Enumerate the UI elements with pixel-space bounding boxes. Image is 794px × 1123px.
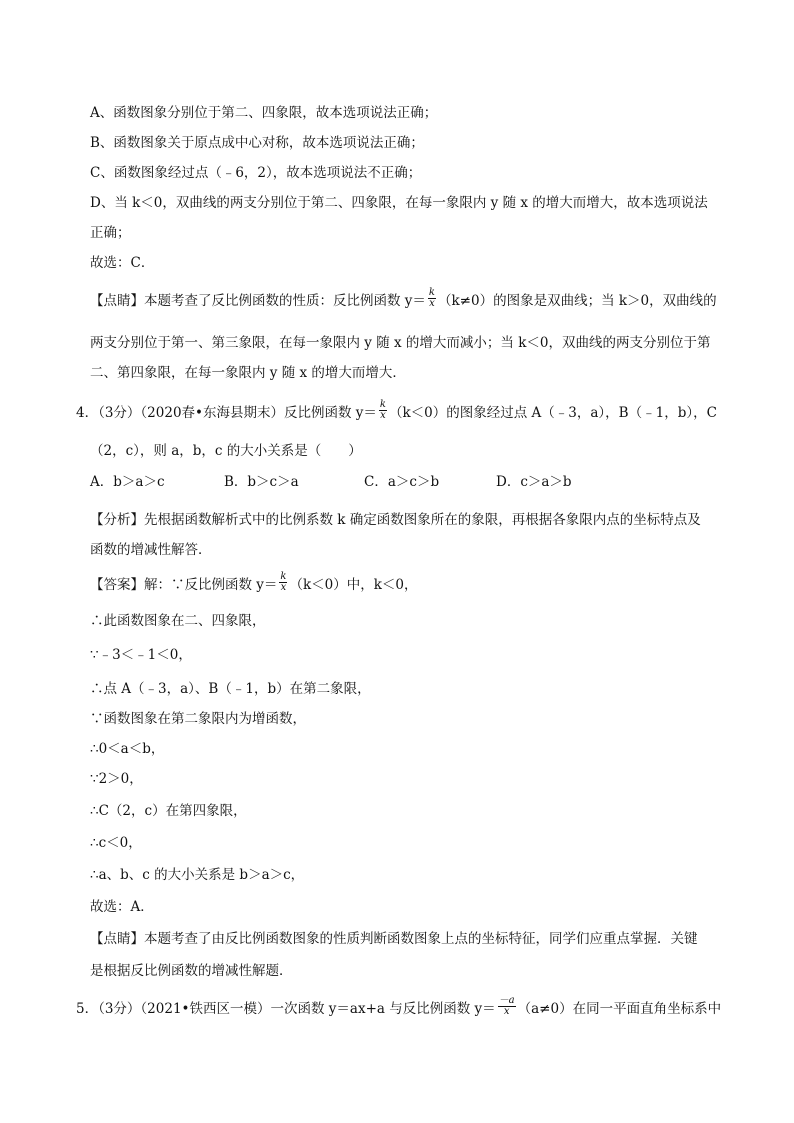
q4-step-9: ∴a、b、c 的大小关系是 b＞a＞c， [90,867,305,883]
q5-text-before: 5．（3分）（2021•铁西区一模）一次函数 y＝ax+a 与反比例函数 y＝ [76,1001,496,1017]
q4-step-5: ∴0＜a＜b， [90,741,165,757]
q4-answer-fraction [279,572,287,593]
analysis-line-b: B、函数图象关于原点成中心对称，故本选项说法正确； [90,135,424,151]
fraction-denominator: x [429,298,435,309]
analysis-line-c: C、函数图象经过点（﹣6，2），故本选项说法不正确； [90,165,422,181]
q4-step-1: ∴此函数图象在二、四象限， [90,613,266,629]
q4-answer-after: （k＜0）中，k＜0， [289,577,418,593]
q4-step-10: 故选：A． [90,899,154,915]
review-text-before: 【点睛】本题考查了反比例函数的性质：反比例函数 y＝ [90,293,426,309]
q4-option-d: D．c＞a＞b [496,474,572,490]
q4-option-c: C．a＞c＞b [364,474,440,490]
q4-stem-line-2: （2，c），则 a，b，c 的大小关系是（ ） [90,443,362,459]
analysis-line-d: D、当 k＜0，双曲线的两支分别位于第二、四象限，在每一象限内 y 随 x 的增大而增大，故本选项说法 [90,195,708,211]
q4-answer-line [90,571,418,594]
review-line-3: 二、第四象限，在每一象限内 y 随 x 的增大而增大． [90,365,406,381]
fraction-numerator: k [379,399,386,410]
q4-answer-before: 【答案】解：∵反比例函数 y＝ [90,577,278,593]
analysis-choice: 故选：C． [90,255,155,271]
q4-analysis-line-2: 函数的增减性解答． [90,542,212,558]
q5-text-after: （a≠0）在同一平面直角坐标系中 [517,1001,722,1017]
fraction-numerator: k [428,287,435,298]
q4-review-line-2: 是根据反比例函数的增减性解题． [90,963,293,979]
q4-option-b: B．b＞c＞a [224,474,299,490]
q5-stem-line-1 [76,995,722,1018]
fraction-denominator: x [380,410,386,421]
q4-text-before: 4．（3分）（2020春•东海县期末）反比例函数 y＝ [76,405,377,421]
q4-step-2: ∵﹣3＜﹣1＜0， [90,647,192,663]
q4-text-after: （k＜0）的图象经过点 A（﹣3，a），B（﹣1，b），C [388,405,717,421]
q4-stem-line-1 [76,399,717,422]
review-text-after: （k≠0）的图象是双曲线；当 k＞0，双曲线的 [437,293,717,309]
q4-step-6: ∵2＞0， [90,771,143,787]
review-line-2: 两支分别位于第一、第三象限，在每一象限内 y 随 x 的增大而减小；当 k＜0，双曲线的两支分别位于第 [90,335,711,351]
q4-step-8: ∴c＜0， [90,835,142,851]
fraction-numerator: k [280,571,287,582]
fraction-numerator: －a [498,995,515,1006]
review-line-1 [90,287,717,310]
fraction-denominator: x [280,582,287,593]
fraction-denominator: x [498,1006,516,1017]
analysis-line-a: A、函数图象分别位于第二、四象限，故本选项说法正确； [90,105,438,121]
q4-step-7: ∴C（2，c）在第四象限， [90,803,247,819]
q5-fraction [498,996,516,1017]
fraction-k-over-x [428,288,436,309]
analysis-line-d-cont: 正确； [90,225,131,241]
q4-step-3: ∴点 A（﹣3，a）、B（﹣1，b）在第二象限， [90,681,371,697]
q4-analysis-line-1: 【分析】先根据函数解析式中的比例系数 k 确定函数图象所在的象限，再根据各象限内点的坐标特点及 [90,512,701,528]
q4-review-line-1: 【点睛】本题考查了由反比例函数图象的性质判断函数图象上点的坐标特征，同学们应重点掌握．关键 [90,931,698,947]
q4-fraction [379,400,387,421]
q4-option-a: A．b＞a＞c [90,474,165,490]
q4-step-4: ∵函数图象在第二象限内为增函数， [90,711,306,727]
